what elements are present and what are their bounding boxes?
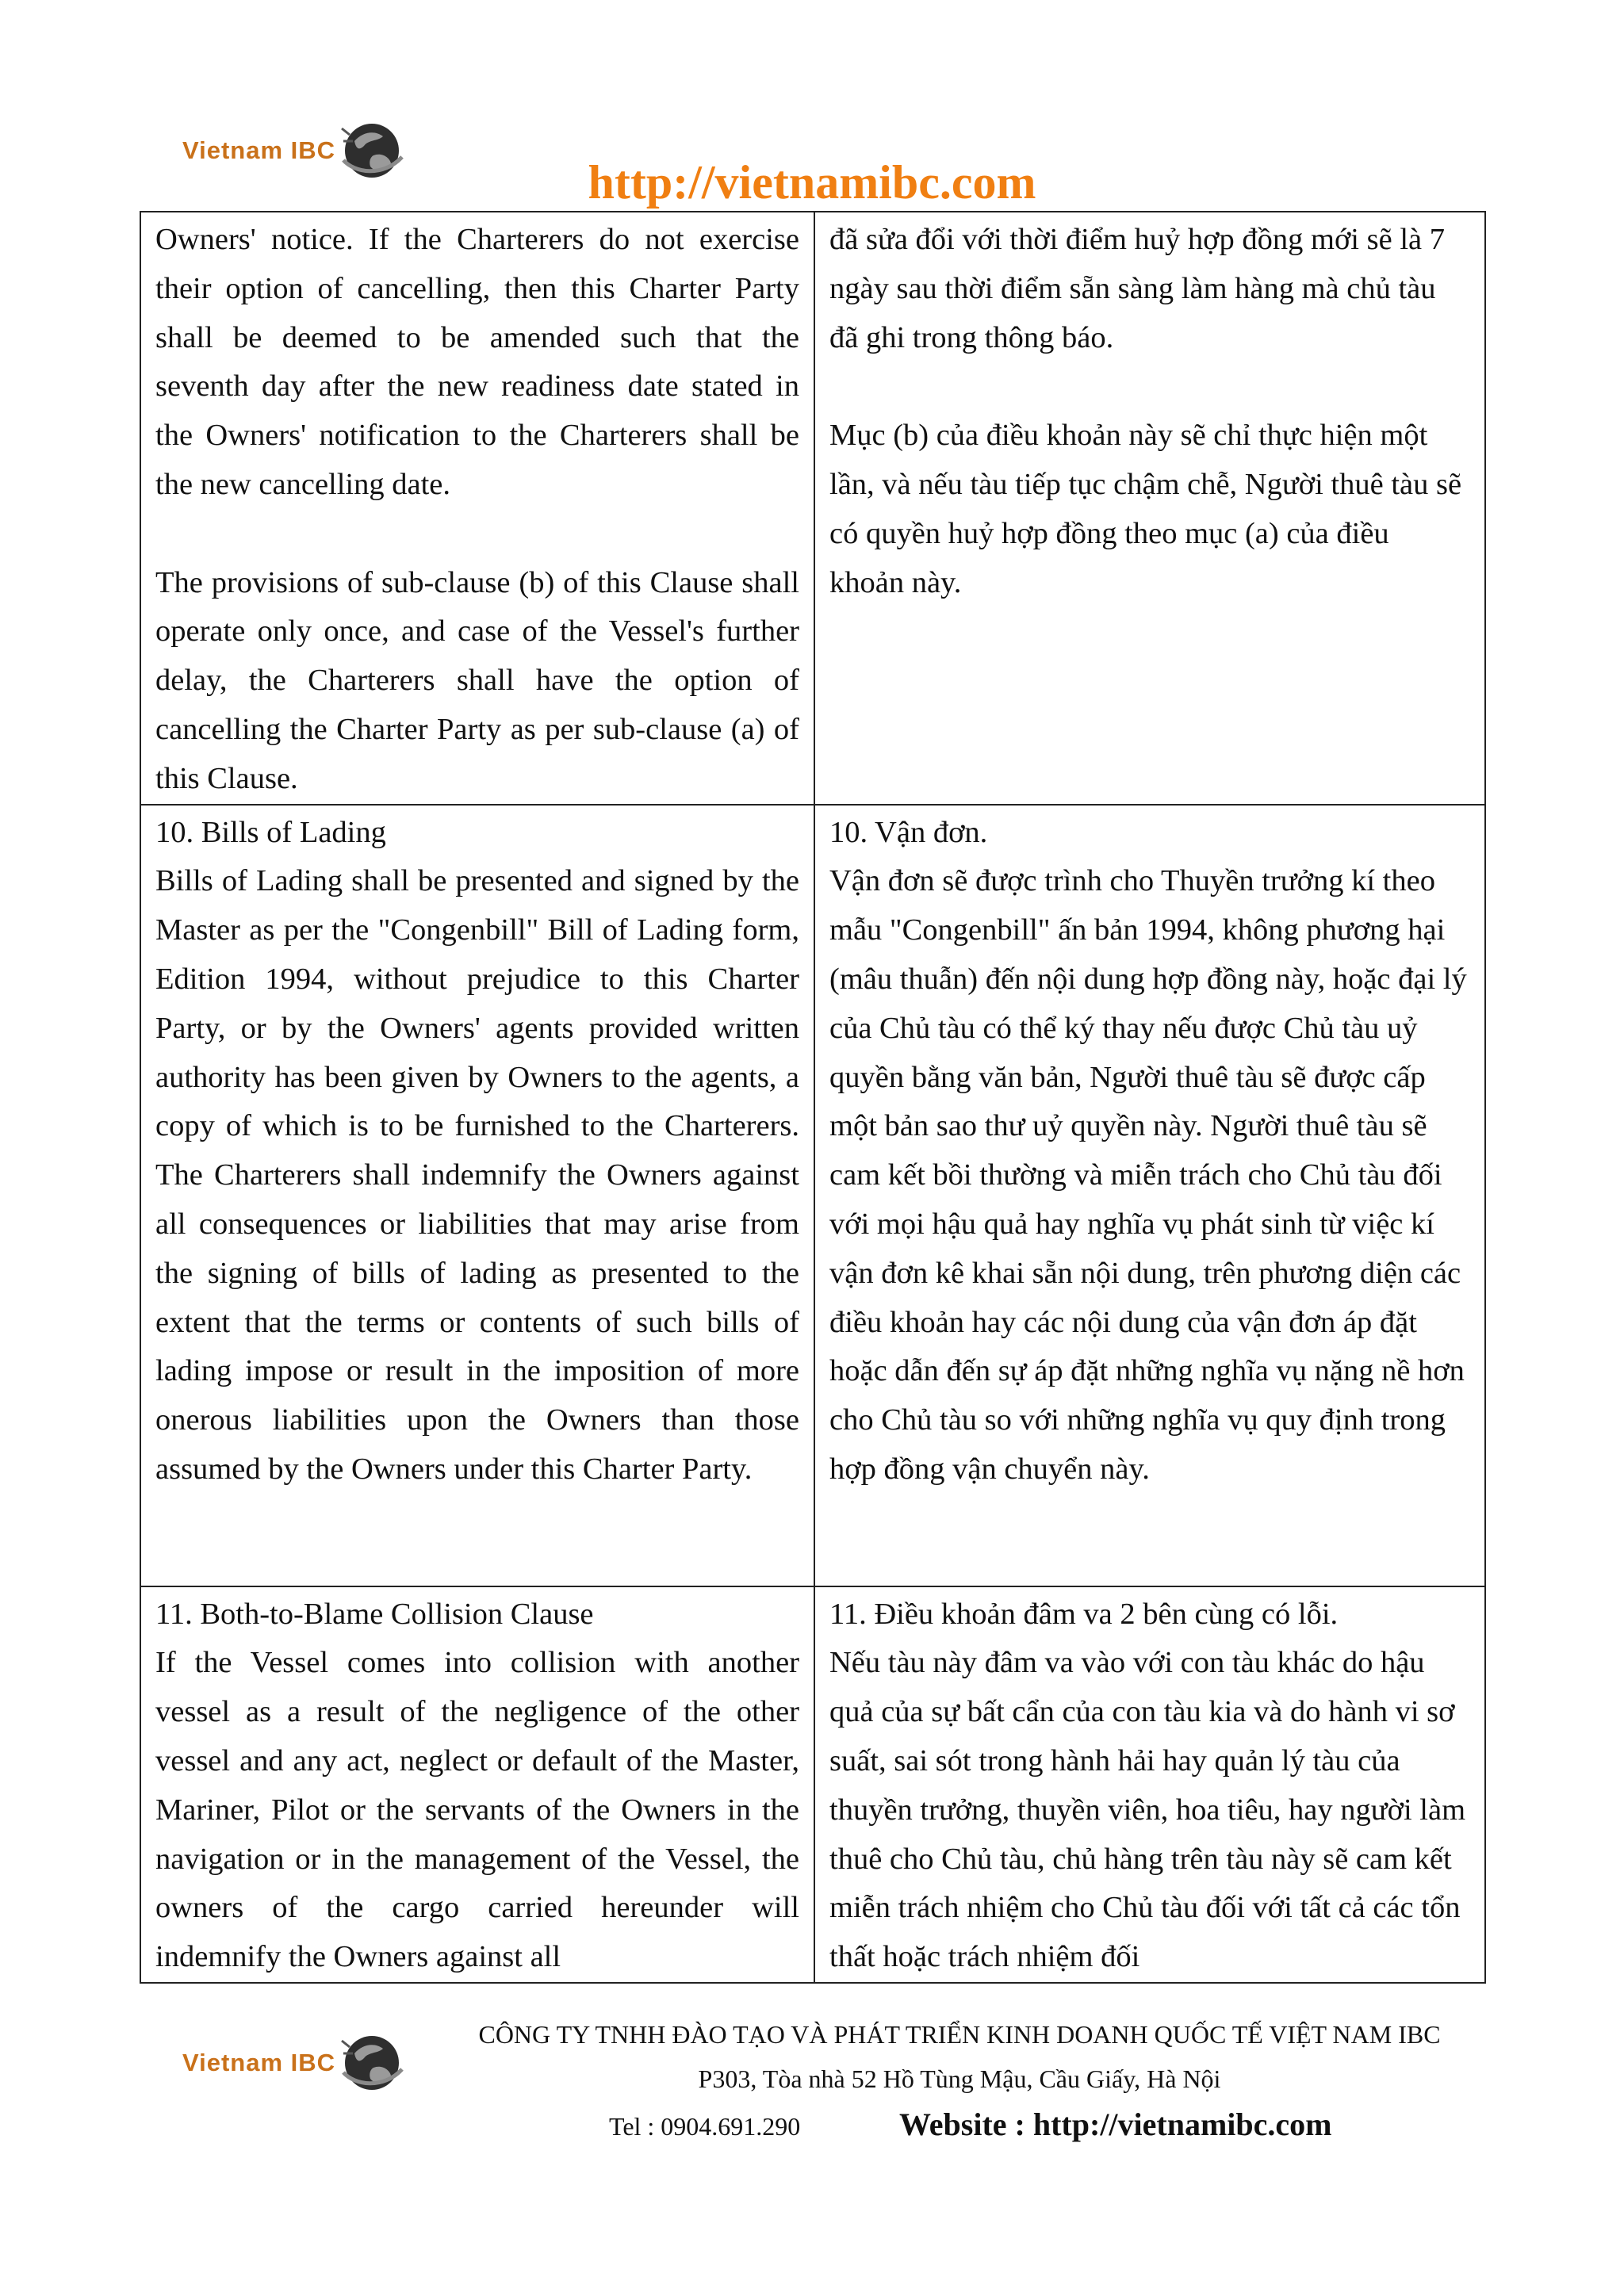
english-cell [140,212,814,805]
clause-title: 11. Both-to-Blame Collision Clause [155,1597,594,1631]
clause-title: 10. Vận đơn. [829,815,988,849]
clause-title: 11. Điều khoản đâm va 2 bên cùng có lỗi. [829,1597,1339,1631]
vietnamese-cell [814,805,1485,1586]
vietnamese-paragraph: Vận đơn sẽ được trình cho Thuyền trưởng kí theo mẫu "Congenbill" ấn bản 1994, không phương hại (mâu thuẫn) đến nội dung hợp đồng này, hoặc đại lý của Chủ tàu có thể ký thay nếu được Chủ tàu uỷ quyền bằng văn bản, Người thuê tàu sẽ được cấp một bản sao thư uỷ quyền này. Người thuê tàu sẽ cam kết bồi thường và miễn trách cho Chủ tàu đối với mọi hậu quả hay nghĩa vụ phát sinh từ việc kí vận đơn kê khai sẵn nội dung, trên phương diện các điều khoản hay các nội dung của vận đơn áp đặt hoặc dẫn đến sự áp đặt những nghĩa vụ nặng nề hơn cho Chủ tàu so với những nghĩa vụ quy định trong hợp đồng vận chuyển này. [829,864,1467,1486]
footer-address: P303, Tòa nhà 52 Hồ Tùng Mậu, Cầu Giấy, Hà Nội [698,2064,1221,2093]
contract-bilingual-table [140,211,1486,1984]
footer-company-logo [182,2030,405,2096]
footer-company-name: CÔNG TY TNHH ĐÀO TẠO VÀ PHÁT TRIỂN KINH DOANH QUỐC TẾ VIỆT NAM IBC [478,2020,1441,2049]
english-paragraph: Bills of Lading shall be presented and signed by the Master as per the "Congenbill" Bill of Lading form, Edition 1994, without prejudice to this Charter Party, or by the Owners' agents provided written authority has been given by Owners to the agents, a copy of which is to be furnished to the Charterers. The Charterers shall indemnify the Owners against all consequences or liabilities that may arise from the signing of bills of lading as presented to the extent that the terms or contents of such bills of lading impose or result in the imposition of more onerous liabilities upon the Owners than those assumed by the Owners under this Charter Party. [155,864,799,1486]
header-url-link[interactable]: http://vietnamibc.com [588,156,1036,209]
vietnamese-paragraph: Nếu tàu này đâm va vào với con tàu khác do hậu quả của sự bất cẩn của con tàu kia và do hành vi sơ suất, sai sót trong hành hải hay quản lý tàu của thuyền trưởng, thuyền viên, hoa tiêu, hay người làm thuê cho Chủ tàu, chủ hàng trên tàu này sẽ cam kết miễn trách nhiệm cho Chủ tàu đối với tất cả các tổn thất hoặc trách nhiệm đối [829,1646,1466,1974]
english-paragraph: Owners' notice. If the Charterers do not exercise their option of cancelling, then this Charter Party shall be deemed to be amended such that the seventh day after the new readiness date stated in the Owners' notification to the Charterers shall be the new cancelling date. [155,223,799,501]
table-row [140,805,1485,1586]
footer-website-link[interactable]: Website : http://vietnamibc.com [899,2107,1332,2142]
vietnamese-paragraph: Mục (b) của điều khoản này sẽ chỉ thực hiện một lần, và nếu tàu tiếp tục chậm chễ, Người thuê tàu sẽ có quyền huỷ hợp đồng theo mục (a) của điều khoản này. [829,419,1462,599]
english-paragraph: The provisions of sub-clause (b) of this Clause shall operate only once, and case of the Vessel's further delay, the Charterers shall have the option of cancelling the Charter Party as per sub-clause (a) of this Clause. [155,565,799,795]
vietnamese-paragraph: đã sửa đổi với thời điểm huỷ hợp đồng mới sẽ là 7 ngày sau thời điểm sẵn sàng làm hàng mà chủ tàu đã ghi trong thông báo. [829,223,1445,354]
table-row [140,212,1485,805]
vietnamese-cell [814,1586,1485,1983]
logo-text: Vietnam IBC [182,136,336,164]
logo-text: Vietnam IBC [182,2049,336,2076]
table-row [140,1586,1485,1983]
english-paragraph: If the Vessel comes into collision with another vessel as a result of the negligence of the other vessel and any act, neglect or default of the Master, Mariner, Pilot or the servants of the Owners in the navigation or in the management of the Vessel, the owners of the cargo carried hereunder will indemnify the Owners against all [155,1646,799,1974]
english-cell [140,805,814,1586]
globe-icon [339,2030,405,2096]
clause-title: 10. Bills of Lading [155,815,386,849]
vietnamese-cell [814,212,1485,805]
english-cell [140,1586,814,1983]
footer-phone: Tel : 0904.691.290 [609,2112,801,2141]
